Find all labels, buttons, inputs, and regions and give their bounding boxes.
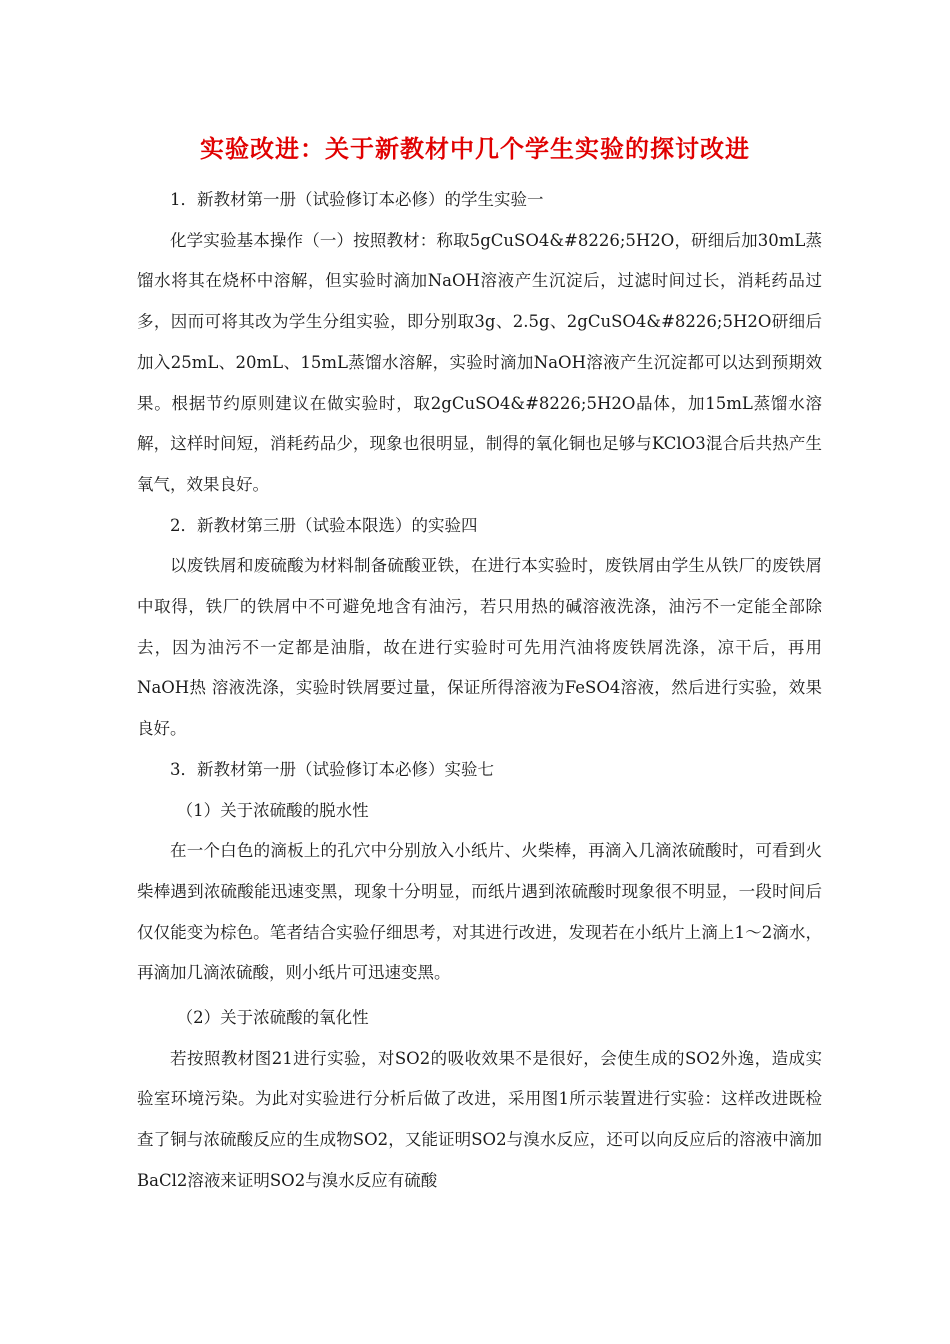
paragraph-1: 化学实验基本操作（一）按照教材：称取5gCuSO4&#8226;5H2O，研细后加30mL蒸馏水将其在烧杯中溶解，但实验时滴加NaOH溶液产生沉淀后，过滤时间过长，消耗药品过多，因而可将其改为学生分组实验，即分别取3g、2.5g、2gCuSO4&#8226;5H2O研细后加入25mL、20mL、15mL蒸馏水溶解，实验时滴加NaOH溶液产生沉淀都可以达到预期效果。根据节约原则建议在做实验时，取2gCuSO4&#8226;5H2O晶体，加15mL蒸馏水溶解，这样时间短，消耗药品少，现象也很明显，制得的氧化铜也足够与KClO3混合后共热产生氧气，效果良好。: [137, 230, 822, 494]
paragraph-2: 以废铁屑和废硫酸为材料制备硫酸亚铁，在进行本实验时，废铁屑由学生从铁厂的废铁屑中取得，铁厂的铁屑中不可避免地含有油污，若只用热的碱溶液洗涤，油污不一定能全部除去，因为油污不一定都是油脂，故在进行实验时可先用汽油将废铁屑洗涤，凉干后，再用NaOH热 溶液洗涤，实验时铁屑要过量，保证所得溶液为FeSO4溶液，然后进行实验，效果良好。: [137, 556, 822, 739]
paragraph-3: 在一个白色的滴板上的孔穴中分别放入小纸片、火柴棒，再滴入几滴浓硫酸时，可看到火柴棒遇到浓硫酸能迅速变黑，现象十分明显，而纸片遇到浓硫酸时现象很不明显，一段时间后仅仅能变为棕色。笔者结合实验仔细思考，对其进行改进，发现若在小纸片上滴上1～2滴水，再滴加几滴浓硫酸，则小纸片可迅速变黑。: [137, 841, 822, 983]
subsection-heading-1: （1）关于浓硫酸的脱水性: [176, 800, 369, 820]
section-heading-3: 3．新教材第一册（试验修订本必修）实验七: [170, 759, 494, 779]
document-body: [137, 180, 822, 1202]
subsection-heading-2: （2）关于浓硫酸的氧化性: [176, 1008, 369, 1028]
document-title: 实验改进：关于新教材中几个学生实验的探讨改进: [200, 134, 750, 163]
section-heading-2: 2．新教材第三册（试验本限选）的实验四: [170, 515, 478, 535]
section-heading-1: 1．新教材第一册（试验修订本必修）的学生实验一: [170, 190, 544, 209]
paragraph-4: 若按照教材图21进行实验，对SO2的吸收效果不是很好，会使生成的SO2外逸，造成实验室环境污染。为此对实验进行分析后做了改进，采用图1所示装置进行实验：这样改进既检查了铜与浓硫酸反应的生成物SO2，又能证明SO2与溴水反应，还可以向反应后的溶液中滴加BaCl2溶液来证明SO2与溴水反应有硫酸: [137, 1048, 822, 1190]
